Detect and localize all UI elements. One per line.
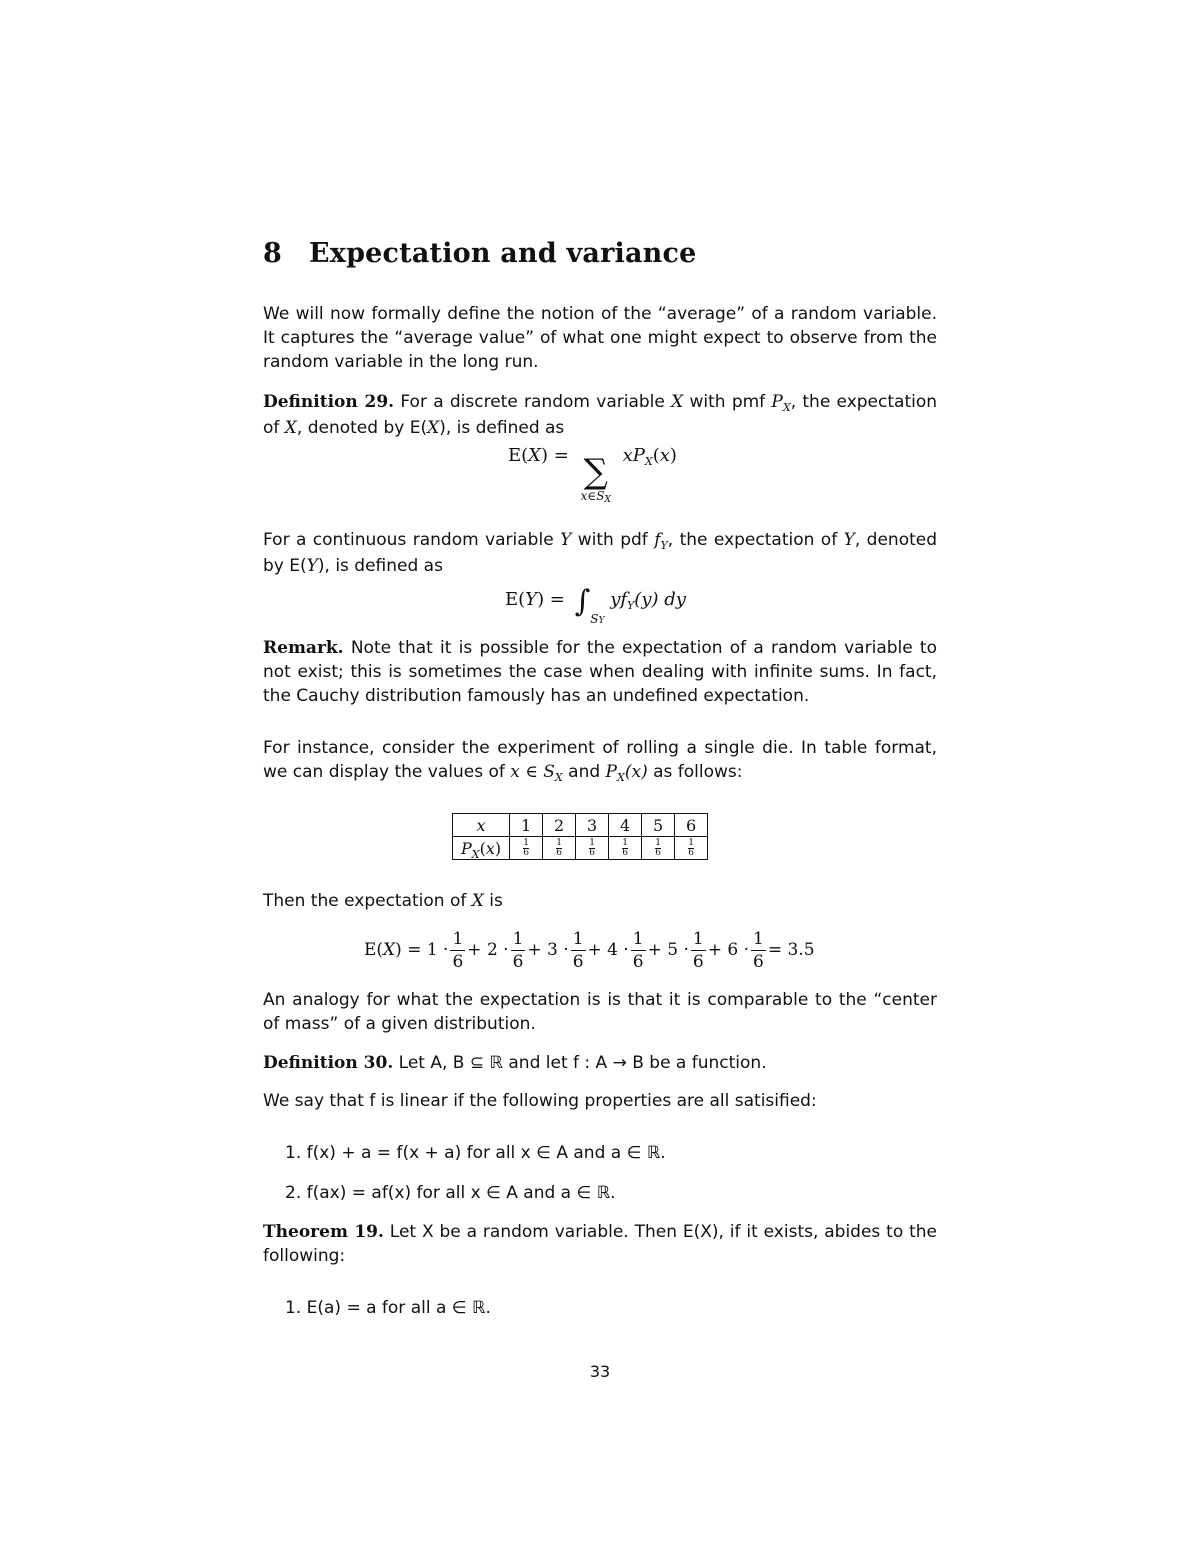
- linear-property-1: 1. f(x) + a = f(x + a) for all x ∈ A and a ∈ ℝ.: [285, 1143, 666, 1163]
- cont-var-y2: Y: [843, 530, 855, 550]
- eq-cont-body: $yf_Y(y)$ dy: [610, 589, 686, 612]
- eq-die-lhs: E(X) = 1 ·: [364, 940, 449, 960]
- table-cell: $\frac{1}{6}$: [543, 837, 576, 860]
- section-heading: [263, 238, 697, 269]
- table-cell: 1: [510, 814, 543, 837]
- section-title: Expectation and variance: [309, 238, 697, 269]
- instance-text-c: as follows:: [653, 762, 743, 782]
- cont-text-e: ), is defined as: [317, 556, 443, 576]
- analogy-paragraph: An analogy for what the expectation is is that it is comparable to the “center of mass” of a given distribution.: [263, 990, 937, 1034]
- table-cell: $\frac{1}{6}$: [609, 837, 642, 860]
- table-cell: 4: [609, 814, 642, 837]
- instance-text-b: and: [568, 762, 601, 782]
- expectation-result: = 3.5: [767, 940, 815, 960]
- def29-var-x2: X: [284, 418, 297, 438]
- definition-30: [263, 1051, 937, 1075]
- cont-var-y3: Y: [306, 556, 318, 576]
- then-text: Then the expectation of: [263, 891, 467, 911]
- then-paragraph: [263, 889, 937, 913]
- table-header-x: x: [453, 814, 510, 837]
- remark-label: Remark.: [263, 638, 344, 658]
- sum-operator: [580, 452, 611, 505]
- table-row-px: [453, 837, 708, 860]
- linear-property-2: 2. f(ax) = af(x) for all x ∈ A and a ∈ ℝ.: [285, 1183, 616, 1203]
- page-number: 33: [589, 1362, 611, 1381]
- sum-subscript: x∈SX: [580, 489, 611, 505]
- cont-text-a: For a continuous random variable: [263, 530, 554, 550]
- definition-30-label: Definition 30.: [263, 1053, 394, 1073]
- def29-var-x: X: [671, 392, 684, 412]
- thm19-text: Let X be a random variable. Then E(X), if it exists, abides to the following:: [263, 1222, 938, 1266]
- table-cell: 5: [642, 814, 675, 837]
- table-header-px: $P_X(x)$: [453, 837, 510, 860]
- continuous-definition: [263, 528, 937, 578]
- remark-text: Note that it is possible for the expectation of a random variable to not exist; this is sometimes the case when dealing with infinite sums. In fact, the Cauchy distribution famously has an undefined expectation.: [263, 638, 937, 706]
- def29-text-c: , the expectation of: [263, 392, 938, 438]
- die-pmf-table: [452, 813, 708, 860]
- theorem-19-label: Theorem 19.: [263, 1222, 384, 1242]
- die-expectation-equation: E(X) = 1 · $\frac{1}{6}$ + 2 · $\frac{1}{6}$ + 3 · $\frac{1}{6}$ + 4 · $\frac{1}{6}$ + 5 · $\frac{1}{6}$ + 6 · $\frac{1}{6}$ = 3.5: [364, 929, 815, 972]
- table-row-x: [453, 814, 708, 837]
- eq-cont-lhs: E(Y) =: [505, 589, 565, 610]
- section-number: 8: [263, 238, 282, 269]
- linear-intro: We say that f is linear if the following properties are all satisified:: [263, 1091, 817, 1111]
- definition-29-label: Definition 29.: [263, 392, 395, 412]
- table-cell: $\frac{1}{6}$: [642, 837, 675, 860]
- table-cell: 3: [576, 814, 609, 837]
- table-cell: $\frac{1}{6}$: [510, 837, 543, 860]
- intro-paragraph: We will now formally define the notion of the “average” of a random variable. It captures the “average value” of what one might expect to observe from the random variable in the long run.: [263, 304, 937, 372]
- then-tail: is: [489, 891, 503, 911]
- instance-px: $P_X(x)$: [605, 762, 648, 784]
- theorem-19-item-1: 1. E(a) = a for all a ∈ ℝ.: [285, 1298, 491, 1318]
- integral-subscript: SY: [590, 612, 605, 626]
- table-cell: 6: [675, 814, 708, 837]
- cont-text-c: , the expectation of: [667, 530, 838, 550]
- theorem-19: [263, 1220, 937, 1268]
- cont-var-y: Y: [560, 530, 572, 550]
- def29-text-b: with pmf: [689, 392, 766, 412]
- sigma-symbol: ∑: [583, 452, 608, 492]
- eq-discrete-body: $xP_X(x)$: [622, 445, 677, 468]
- def30-text: Let A, B ⊆ ℝ and let f : A → B be a function.: [398, 1053, 767, 1073]
- instance-x-in-sx: x ∈ $S_X$: [510, 762, 563, 784]
- then-var-x: X: [471, 891, 484, 911]
- def29-text-e: ), is defined as: [439, 418, 565, 438]
- eq-discrete-lhs: E(X) =: [508, 445, 569, 466]
- instance-text-a: For instance, consider the experiment of rolling a single die. In table format, we can display the values of: [263, 738, 937, 782]
- def29-pmf-symbol: $P_X$: [771, 392, 791, 414]
- table-cell: $\frac{1}{6}$: [675, 837, 708, 860]
- integral-symbol: ∫: [574, 584, 591, 619]
- instance-paragraph: [263, 736, 937, 786]
- remark-paragraph: [263, 636, 937, 708]
- cont-text-d: , denoted by E(: [263, 530, 938, 576]
- definition-29: [263, 390, 937, 440]
- def29-text-a: For a discrete random variable: [400, 392, 665, 412]
- def29-var-x3: X: [427, 418, 440, 438]
- def29-text-d: , denoted by E(: [296, 418, 428, 438]
- pdf-symbol: $f_Y$: [654, 530, 668, 552]
- discrete-expectation-equation: [508, 445, 677, 505]
- table-cell: $\frac{1}{6}$: [576, 837, 609, 860]
- continuous-expectation-equation: [505, 578, 686, 626]
- cont-text-b: with pdf: [577, 530, 648, 550]
- table-cell: 2: [543, 814, 576, 837]
